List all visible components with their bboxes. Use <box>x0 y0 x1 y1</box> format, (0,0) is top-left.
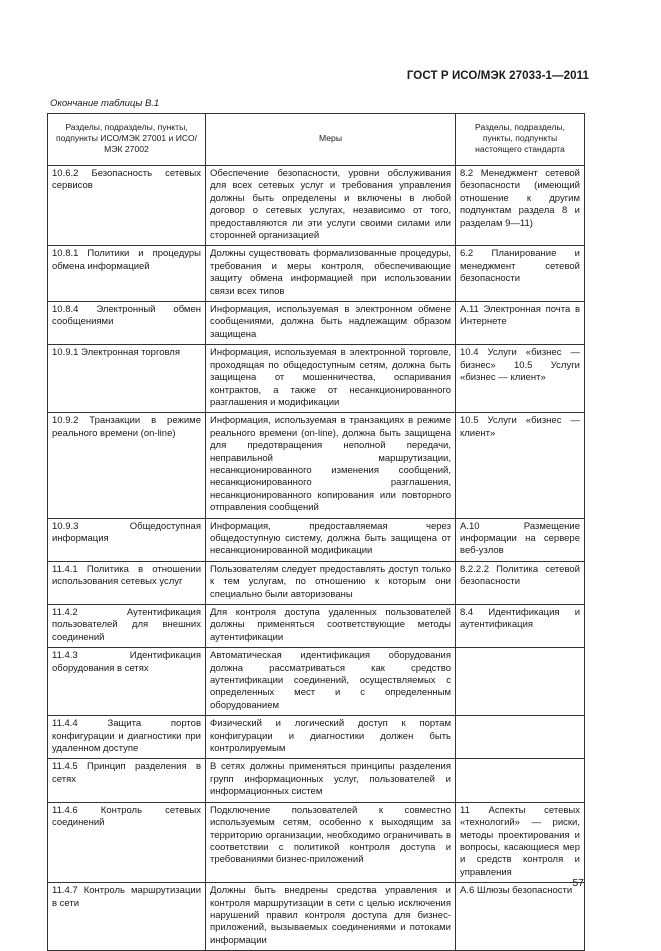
cell-reference: 11 Аспекты сетевых «технологий» — риски, методы проектирования и вопросы, касающиеся мер и средств контроля и управления <box>456 802 585 882</box>
page-number: 57 <box>572 877 584 889</box>
column-header-measures: Меры <box>206 114 456 166</box>
cell-reference: А.10 Размещение информации на сервере веб-узлов <box>456 518 585 561</box>
cell-clause: 10.9.3 Общедоступная информация <box>48 518 206 561</box>
cell-measure: Автоматическая идентификация оборудования должна рассматриваться как средство аутентификации соединений, осуществляемых с определенных мест и с определенным оборудованием <box>206 648 456 716</box>
table-row <box>48 802 585 882</box>
cell-measure: Обеспечение безопасности, уровни обслуживания для всех сетевых услуг и требования управления должны быть определены и включены в любой договор о сетевых услугах, независимо от того, предоставляются ли эти услуги своими силами или сторонней организацией <box>206 166 456 246</box>
cell-reference <box>456 759 585 802</box>
cell-reference: А.11 Электронная почта в Интернете <box>456 302 585 345</box>
cell-reference: А.6 Шлюзы безопасности <box>456 883 585 951</box>
cell-clause: 11.4.2 Аутентификация пользователей для внешних соединений <box>48 605 206 648</box>
table-row <box>48 302 585 345</box>
table-row <box>48 561 585 604</box>
cell-clause: 11.4.5 Принцип разделения в сетях <box>48 759 206 802</box>
table-row <box>48 166 585 246</box>
cell-clause: 11.4.7 Контроль маршрутизации в сети <box>48 883 206 951</box>
table-header-row <box>48 114 585 166</box>
cell-reference: 8.2.2.2 Политика сетевой безопасности <box>456 561 585 604</box>
standard-code: ГОСТ Р ИСО/МЭК 27033-1—2011 <box>406 70 589 82</box>
cell-measure: Физический и логический доступ к портам конфигурации и диагностики должен быть контролируемым <box>206 716 456 759</box>
cell-reference <box>456 716 585 759</box>
cell-reference <box>456 648 585 716</box>
cell-measure: Должны быть внедрены средства управления и контроля маршрутизации в сети с целью исключения нарушений правил контроля доступа для бизнес-приложений, вызываемых соединениями и потоками информации <box>206 883 456 951</box>
table-row <box>48 246 585 302</box>
cell-clause: 11.4.4 Защита портов конфигурации и диагностики при удаленном доступе <box>48 716 206 759</box>
cell-clause: 10.9.2 Транзакции в режиме реального времени (on-line) <box>48 413 206 518</box>
measures-table <box>47 113 585 951</box>
cell-clause: 10.8.4 Электронный обмен сообщениями <box>48 302 206 345</box>
cell-clause: 10.6.2 Безопасность сетевых сервисов <box>48 166 206 246</box>
cell-measure: Подключение пользователей к совместно используемым сетям, особенно к выходящим за территорию организации, необходимо ограничивать в соответствии с политикой контроля доступа и требованиями бизнес-приложений <box>206 802 456 882</box>
table-caption: Окончание таблицы В.1 <box>50 98 160 109</box>
cell-reference: 8.4 Идентификация и аутентификация <box>456 605 585 648</box>
table-row <box>48 648 585 716</box>
cell-measure: Информация, используемая в транзакциях в режиме реального времени (on-line), должна быть защищена для предотвращения неполной передачи, неправильной маршрутизации, несанкционированного изменения сообщений, несанкционированного разглашения, несанкционированного копирования или повторного отправления сообщений <box>206 413 456 518</box>
table-row <box>48 605 585 648</box>
cell-reference: 8.2 Менеджмент сетевой безопасности (имеющий отношение к другим подпунктам раздела 8 и разделам 9—11) <box>456 166 585 246</box>
cell-measure: Информация, используемая в электронном обмене сообщениями, должна быть надлежащим образом защищена <box>206 302 456 345</box>
cell-clause: 10.9.1 Электронная торговля <box>48 345 206 413</box>
cell-measure: Информация, используемая в электронной торговле, проходящая по общедоступным сетям, должна быть защищена от мошенничества, оспаривания контрактов, а также от несанкционированного разглашения и модификации <box>206 345 456 413</box>
cell-clause: 11.4.3 Идентификация оборудования в сетях <box>48 648 206 716</box>
cell-clause: 10.8.1 Политики и процедуры обмена информацией <box>48 246 206 302</box>
cell-reference: 10.4 Услуги «бизнес — бизнес» 10.5 Услуги «бизнес — клиент» <box>456 345 585 413</box>
cell-measure: Информация, предоставляемая через общедоступную систему, должна быть защищена от несанкционированной модификации <box>206 518 456 561</box>
cell-measure: Должны существовать формализованные процедуры, требования и меры контроля, обеспечивающие защиту обмена информацией при использовании связи всех типов <box>206 246 456 302</box>
cell-clause: 11.4.6 Контроль сетевых соединений <box>48 802 206 882</box>
column-header-references: Разделы, подразделы, пункты, подпункты настоящего стандарта <box>456 114 585 166</box>
table-row <box>48 518 585 561</box>
table-row <box>48 716 585 759</box>
cell-measure: Пользователям следует предоставлять доступ только к тем услугам, по отношению к которым они специально были авторизованы <box>206 561 456 604</box>
cell-clause: 11.4.1 Политика в отношении использования сетевых услуг <box>48 561 206 604</box>
table-row <box>48 759 585 802</box>
table-row <box>48 413 585 518</box>
table-row <box>48 883 585 951</box>
cell-reference: 6.2 Планирование и менеджмент сетевой безопасности <box>456 246 585 302</box>
cell-measure: Для контроля доступа удаленных пользователей должны применяться соответствующие методы аутентификации <box>206 605 456 648</box>
cell-reference: 10.5 Услуги «бизнес — клиент» <box>456 413 585 518</box>
column-header-clauses: Разделы, подразделы, пункты, подпункты ИСО/МЭК 27001 и ИСО/МЭК 27002 <box>48 114 206 166</box>
table-row <box>48 345 585 413</box>
cell-measure: В сетях должны применяться принципы разделения групп информационных услуг, пользователей и информационных систем <box>206 759 456 802</box>
